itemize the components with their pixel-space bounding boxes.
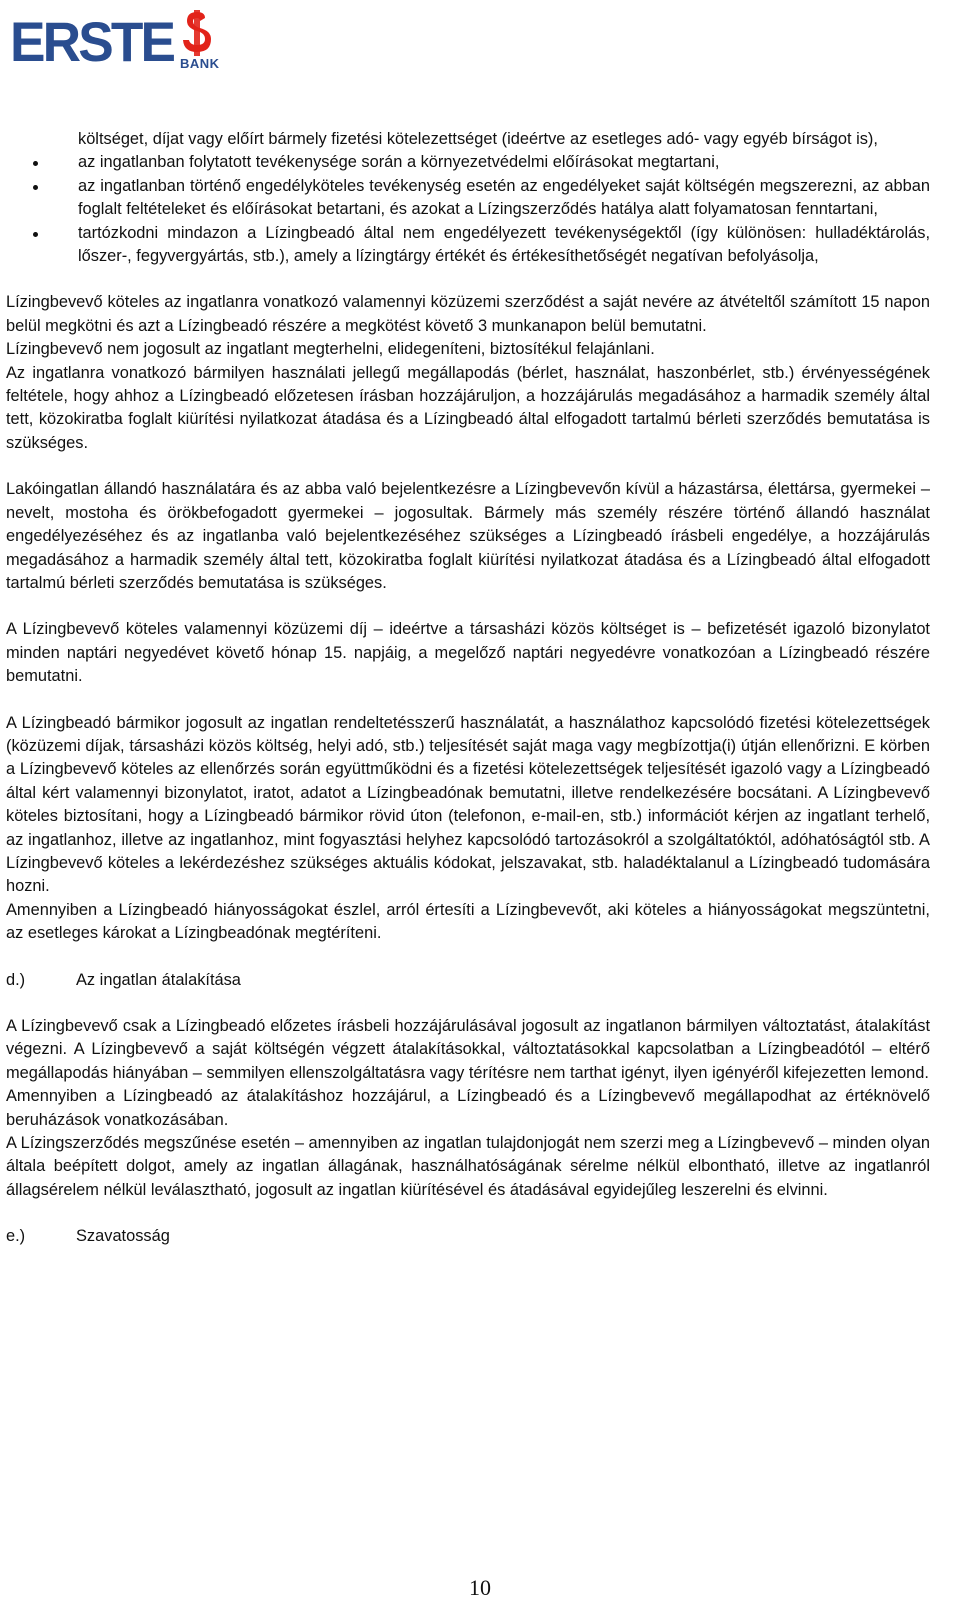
section-heading-d xyxy=(6,969,930,992)
bullet-item: az ingatlanban folytatott tevékenysége során a környezetvédelmi előírásokat megtartani, xyxy=(6,151,930,174)
paragraph: Lízingbevevő nem jogosult az ingatlant megterhelni, elidegeníteni, biztosítékul felajánlani. xyxy=(6,340,655,359)
logo-s-symbol-icon xyxy=(175,10,219,56)
paragraph: Amennyiben a Lízingbeadó az átalakításhoz hozzájárul, a Lízingbeadó és a Lízingbevevő megállapodhat az értéknövelő beruházások vonatkozásában. xyxy=(6,1087,930,1129)
paragraph: A Lízingszerződés megszűnése esetén – amennyiben az ingatlan tulajdonjogát nem szerzi meg a Lízingbevevő – minden olyan általa beépített dolgot, amely az ingatlan állagának, használhatóságának sérelme nélkül elbontható, illetve az ingatlanról állagsérelem nélkül leválasztható, jogosult az ingatlan kiürítésével és átadásával egyidejűleg leszerelni és elvinni. xyxy=(6,1134,930,1199)
page-number: 10 xyxy=(469,1575,491,1600)
paragraph: Amennyiben a Lízingbeadó hiányosságokat észlel, arról értesíti a Lízingbevevőt, aki köteles a hiányosságokat megszüntetni, az esetleges károkat a Lízingbeadónak megtéríteni. xyxy=(6,900,930,943)
bullet-item: az ingatlanban történő engedélyköteles tevékenység esetén az engedélyeket saját költségén megszerezni, az abban foglalt feltételeket és előírásokat betartani, és azokat a Lízingszerződés hatálya alatt folyamatosan fenntartani, xyxy=(6,175,930,222)
bullet-item: tartózkodni mindazon a Lízingbeadó által nem engedélyezett tevékenységektől (így különösen: hulladéktárolás, lőszer-, fegyvergyártás, stb.), amely a lízingtárgy értékét és értékesíthetőségét negatívan befolyásolja, xyxy=(6,222,930,269)
paragraph: A Lízingbevevő csak a Lízingbeadó előzetes írásbeli hozzájárulásával jogosult az ingatlanon bármilyen változtatást, átalakítást végezni. A Lízingbevevő a saját költségén végzett átalakításokkal, változtatásokkal kapcsolatban a Lízingbeadótól – eltérő megállapodás hiányában – semmilyen ellenszolgáltatásra vagy térítésre nem tarthat igényt, ilyen igényéről kifejezetten lemond. xyxy=(6,1017,930,1082)
paragraph: Lakóingatlan állandó használatára és az abba való bejelentkezésre a Lízingbevevőn kívül a házastársa, élettársa, gyermekei – nevelt, mostoha és örökbefogadott gyermekei – jogosultak. Bármely más személy részére történő állandó használat engedélyezéséhez és az ingatlanba való bejelentkezéséhez szükséges a Lízingbeadó írásbeli engedélye, a hozzájárulás megadásához a harmadik személy által tett, közokiratba foglalt kiürítési nyilatkozat átadása és a Lízingbeadó által elfogadott tartalmú bérleti szerződés bemutatása is szükséges. xyxy=(6,480,930,592)
document-body xyxy=(6,128,930,1249)
bullet-icon xyxy=(33,232,38,237)
continuation-text: költséget, díjat vagy előírt bármely fizetési kötelezettséget (ideértve az esetleges adó- vagy egyéb bírságot is), xyxy=(78,130,878,148)
section-title: Szavatosság xyxy=(76,1227,170,1246)
bullet-icon xyxy=(33,161,38,166)
erste-bank-logo xyxy=(10,6,220,72)
paragraph: Lízingbevevő köteles az ingatlanra vonatkozó valamennyi közüzemi szerződést a saját nevére az átvételtől számított 15 napon belül megkötni és azt a Lízingbeadó részére a megkötést követő 3 munkanapon belül bemutatni. xyxy=(6,293,930,335)
logo-bank-label: BANK xyxy=(180,56,220,71)
section-number: d.) xyxy=(6,970,26,989)
section-number: e.) xyxy=(6,1227,26,1246)
bullet-icon xyxy=(33,185,38,190)
paragraph: Az ingatlanra vonatkozó bármilyen használati jellegű megállapodás (bérlet, használat, haszonbérlet, stb.) érvényességének feltétele, hogy ahhoz a Lízingbeadó előzetesen írásban hozzájáruljon, a hozzájárulás megadásához a harmadik személy által tett, közokiratba foglalt kiürítési nyilatkozat átadása és a Lízingbeadó által elfogadott tartalmú bérleti szerződés bemutatása is szükséges. xyxy=(6,363,930,452)
section-heading-e xyxy=(6,1225,930,1248)
logo-wordmark: ERSTE xyxy=(10,10,174,73)
paragraph: A Lízingbevevő köteles valamennyi közüzemi díj – ideértve a társasházi közös költséget is – befizetését igazoló bizonylatot minden naptári negyedévet követő hónap 15. napjáig, a megelőző naptári negyedévre vonatkozóan a Lízingbeadó részére bemutatni. xyxy=(6,620,930,686)
section-title: Az ingatlan átalakítása xyxy=(76,970,241,989)
paragraph: A Lízingbeadó bármikor jogosult az ingatlan rendeltetésszerű használatát, a használathoz kapcsolódó fizetési kötelezettségek (közüzemi díjak, társasházi közös költség, helyi adó, stb.) teljesítését saját maga vagy megbízottja(i) útján ellenőrizni. E körben a Lízingbevevő köteles az ellenőrzés során együttműködni és a fizetési kötelezettségek teljesítését igazoló vagy a Lízingbeadó által kért valamennyi bizonylatot, iratot, adatot a Lízingbeadónak bemutatni, illetve rendelkezésére bocsátani. A Lízingbevevő köteles biztosítani, hogy a Lízingbeadó bármikor rövid úton (telefonon, e-mail-en, stb.) információt kérjen az ingatlant terhelő, az ingatlanhoz, illetve az ingatlanhoz, mint fogyasztási helyhez kapcsolódó tartozásokról a szolgáltatóktól, adóhatóságtól stb. A Lízingbevevő köteles a lekérdezéshez szükséges aktuális kódokat, jelszavakat, stb. haladéktalanul a Lízingbeadó tudomására hozni. xyxy=(6,713,930,896)
